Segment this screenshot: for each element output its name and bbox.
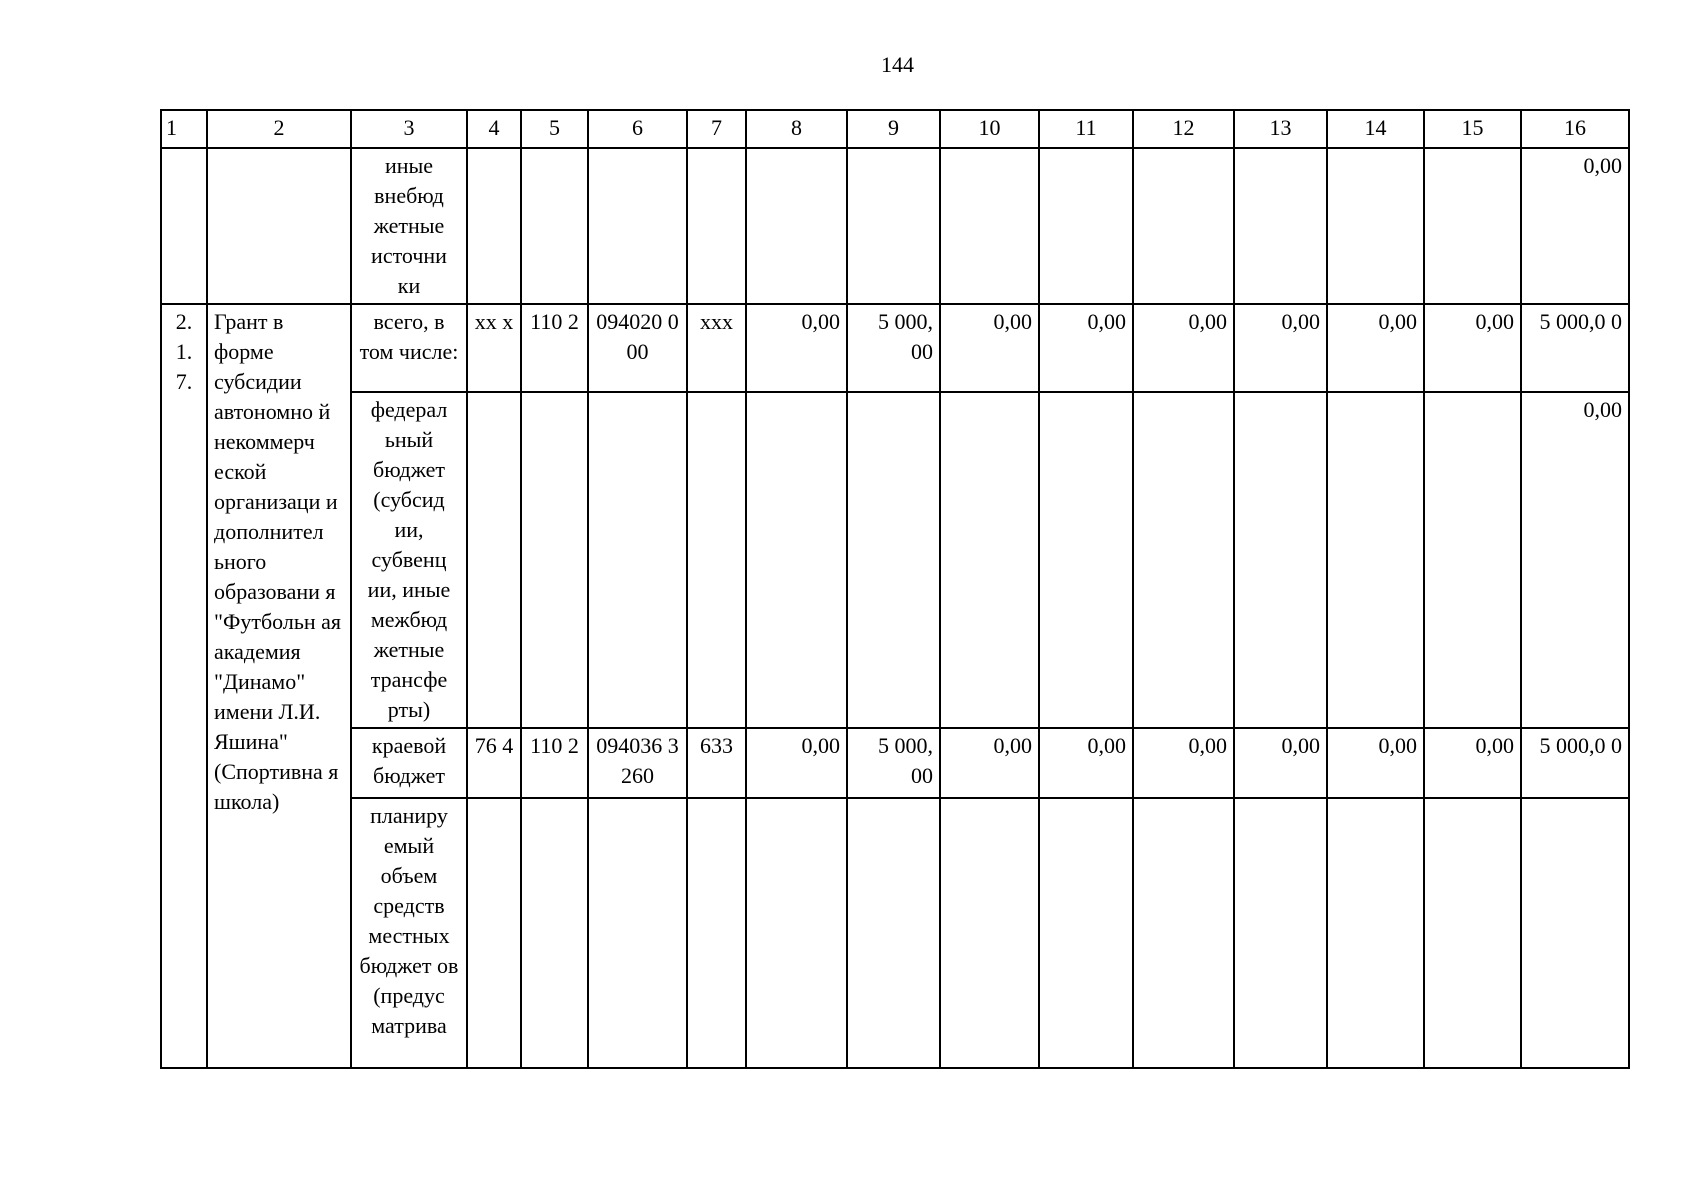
cell-empty — [207, 148, 351, 304]
amount-cell: 0,00 — [1424, 304, 1521, 392]
column-header: 8 — [746, 110, 847, 148]
amount-cell: 0,00 — [940, 728, 1039, 798]
column-header: 12 — [1133, 110, 1234, 148]
cell-empty — [588, 392, 687, 728]
cell-empty — [746, 798, 847, 1068]
amount-cell: 0,00 — [1327, 728, 1424, 798]
cell-empty — [746, 148, 847, 304]
code-cell: 633 — [687, 728, 746, 798]
cell-empty — [687, 392, 746, 728]
amount-cell: 5 000, 00 — [847, 728, 940, 798]
amount-cell: 5 000,0 0 — [1521, 304, 1629, 392]
funding-source-cell: иные внебюд жетные источни ки — [351, 148, 467, 304]
column-header: 2 — [207, 110, 351, 148]
amount-cell: 0,00 — [1133, 304, 1234, 392]
cell-empty — [940, 798, 1039, 1068]
amount-cell: 0,00 — [1424, 728, 1521, 798]
cell-empty — [1133, 148, 1234, 304]
column-header: 14 — [1327, 110, 1424, 148]
cell-empty — [467, 392, 521, 728]
code-cell: xx x — [467, 304, 521, 392]
cell-empty — [521, 148, 588, 304]
amount-cell: 0,00 — [1234, 728, 1327, 798]
cell-empty — [1234, 798, 1327, 1068]
amount-cell: 0,00 — [1133, 728, 1234, 798]
cell-empty — [1424, 148, 1521, 304]
table-row-regional — [161, 728, 1629, 798]
cell-empty — [1234, 392, 1327, 728]
column-header: 7 — [687, 110, 746, 148]
amount-cell: 0,00 — [1521, 392, 1629, 728]
cell-empty — [1327, 392, 1424, 728]
item-name-cell: Грант в форме субсидии автономно й некоммерч еской организаци и дополнител ьного образовани я "Футбольн ая академия "Динамо" имени Л.И. Яшина" (Спортивна я школа) — [207, 304, 351, 1068]
funding-source-cell: краевой бюджет — [351, 728, 467, 798]
cell-empty — [521, 798, 588, 1068]
table-row-local — [161, 798, 1629, 1068]
code-cell: 094020 000 — [588, 304, 687, 392]
column-header: 13 — [1234, 110, 1327, 148]
cell-empty — [588, 798, 687, 1068]
cell-empty — [1424, 392, 1521, 728]
cell-empty — [1327, 798, 1424, 1068]
amount-cell: 0,00 — [940, 304, 1039, 392]
code-cell: xxx — [687, 304, 746, 392]
amount-cell: 0,00 — [1521, 148, 1629, 304]
cell-empty — [847, 148, 940, 304]
cell-empty — [746, 392, 847, 728]
cell-empty — [1327, 148, 1424, 304]
code-cell: 110 2 — [521, 728, 588, 798]
cell-empty — [1039, 148, 1133, 304]
cell-empty — [1133, 392, 1234, 728]
table-row-federal — [161, 392, 1629, 728]
column-header: 5 — [521, 110, 588, 148]
table-row-other-sources — [161, 148, 1629, 304]
amount-cell: 0,00 — [1234, 304, 1327, 392]
amount-cell: 0,00 — [746, 304, 847, 392]
funding-source-cell: всего, в том числе: — [351, 304, 467, 392]
cell-empty — [940, 392, 1039, 728]
amount-cell: 0,00 — [1039, 304, 1133, 392]
column-header: 1 — [161, 110, 207, 148]
cell-empty — [521, 392, 588, 728]
funding-source-cell: федерал ьный бюджет (субсид ии, субвенц ии, иные межбюд жетные трансфе рты) — [351, 392, 467, 728]
amount-cell: 5 000,0 0 — [1521, 728, 1629, 798]
column-header: 9 — [847, 110, 940, 148]
cell-empty — [1039, 392, 1133, 728]
column-header: 15 — [1424, 110, 1521, 148]
column-header: 10 — [940, 110, 1039, 148]
item-number-cell: 2. 1. 7. — [161, 304, 207, 1068]
column-header: 4 — [467, 110, 521, 148]
cell-empty — [588, 148, 687, 304]
cell-empty — [687, 148, 746, 304]
cell-empty — [847, 392, 940, 728]
column-header: 3 — [351, 110, 467, 148]
funding-source-cell: планиру емый объем средств местных бюджет ов (предус матрива — [351, 798, 467, 1068]
cell-empty — [161, 148, 207, 304]
column-header: 16 — [1521, 110, 1629, 148]
column-header: 11 — [1039, 110, 1133, 148]
code-cell: 76 4 — [467, 728, 521, 798]
cell-empty — [940, 148, 1039, 304]
cell-empty — [467, 798, 521, 1068]
cell-empty — [1234, 148, 1327, 304]
cell-empty — [687, 798, 746, 1068]
cell-empty — [1521, 798, 1629, 1068]
header-row — [161, 110, 1629, 148]
amount-cell: 5 000, 00 — [847, 304, 940, 392]
amount-cell: 0,00 — [746, 728, 847, 798]
code-cell: 094036 3260 — [588, 728, 687, 798]
amount-cell: 0,00 — [1327, 304, 1424, 392]
table-row-total — [161, 304, 1629, 392]
cell-empty — [467, 148, 521, 304]
cell-empty — [1039, 798, 1133, 1068]
cell-empty — [1133, 798, 1234, 1068]
code-cell: 110 2 — [521, 304, 588, 392]
page-number: 144 — [881, 52, 914, 77]
column-header: 6 — [588, 110, 687, 148]
amount-cell: 0,00 — [1039, 728, 1133, 798]
budget-table — [160, 109, 1630, 1069]
cell-empty — [1424, 798, 1521, 1068]
cell-empty — [847, 798, 940, 1068]
